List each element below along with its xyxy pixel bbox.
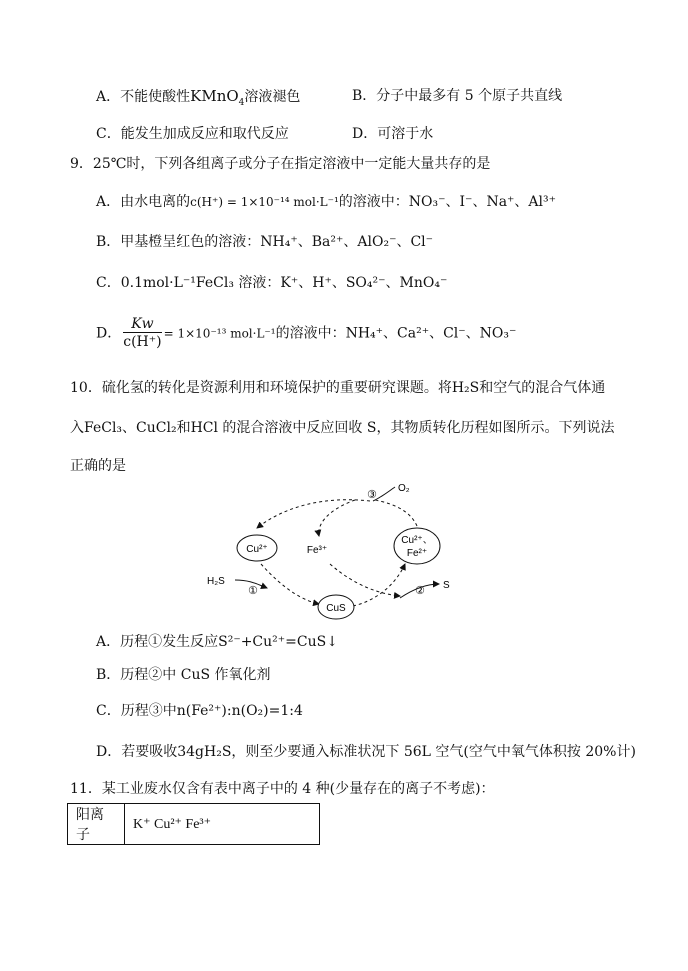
q9-stem: 9．25℃时，下列各组离子或分子在指定溶液中一定能大量共存的是 bbox=[70, 156, 491, 172]
label-cus: CuS bbox=[326, 603, 346, 614]
q11-table-value: K⁺ Cu²⁺ Fe³⁺ bbox=[125, 804, 320, 845]
q10-option-c: C．历程③中n(Fe²⁺):n(O₂)=1:4 bbox=[96, 703, 303, 719]
label-o2: O₂ bbox=[398, 483, 410, 494]
q8-option-b: B．分子中最多有 5 个原子共直线 bbox=[352, 88, 563, 104]
q8-option-a-suffix: 溶液褪色 bbox=[244, 89, 301, 105]
q8-option-d: D．可溶于水 bbox=[352, 126, 434, 142]
label-cu-fe-bottom: Fe²⁺ bbox=[406, 548, 428, 559]
q10-stem-line2: 入FeCl₃、CuCl₂和HCl 的混合溶液中反应回收 S，其物质转化历程如图所示。下列说法 bbox=[70, 420, 615, 436]
q9-option-d-condition: = 1×10⁻¹³ mol·L⁻¹ bbox=[163, 326, 276, 341]
q8-option-a bbox=[96, 86, 300, 107]
table-row bbox=[68, 804, 320, 845]
q10-option-b: B．历程②中 CuS 作氧化剂 bbox=[96, 667, 271, 683]
q9-option-d-fraction bbox=[123, 316, 161, 351]
q9-option-b: B．甲基橙呈红色的溶液：NH₄⁺、Ba²⁺、AlO₂⁻、Cl⁻ bbox=[96, 234, 434, 250]
q9-option-d-denominator: c(H⁺) bbox=[123, 334, 162, 350]
q10-option-d: D．若要吸收34gH₂S，则至少要通入标准状况下 56L 空气(空气中氧气体积按 20%计) bbox=[96, 744, 636, 760]
label-step3: ③ bbox=[367, 489, 377, 501]
label-cu-fe-top: Cu²⁺、 bbox=[401, 535, 433, 546]
q9-option-d-numerator: Kw bbox=[123, 316, 161, 333]
q9-option-a-prefix: A．由水电离的 bbox=[96, 194, 191, 210]
q11-table-header: 阳离子 bbox=[68, 804, 125, 845]
q9-option-c: C．0.1mol·L⁻¹FeCl₃ 溶液：K⁺、H⁺、SO₄²⁻、MnO₄⁻ bbox=[96, 275, 448, 291]
q11-ion-table bbox=[67, 803, 320, 845]
q10-cycle-diagram bbox=[195, 476, 475, 626]
q9-option-d bbox=[96, 316, 516, 351]
q9-option-a bbox=[96, 192, 556, 212]
q11-stem: 11．某工业废水仅含有表中离子中的 4 种(少量存在的离子不考虑)： bbox=[70, 781, 495, 797]
q10-stem-line1: 10．硫化氢的转化是资源利用和环境保护的重要研究课题。将H₂S和空气的混合气体通 bbox=[70, 380, 606, 396]
q9-option-d-suffix: 的溶液中：NH₄⁺、Ca²⁺、Cl⁻、NO₃⁻ bbox=[275, 325, 517, 342]
q8-option-c: C．能发生加成反应和取代反应 bbox=[96, 126, 289, 142]
label-fe3: Fe³⁺ bbox=[306, 545, 328, 556]
q8-option-a-subscript: 4 bbox=[238, 97, 245, 108]
label-s: S bbox=[443, 580, 450, 591]
label-step1: ① bbox=[248, 585, 258, 597]
arrow-fe3-to-step2 bbox=[330, 564, 400, 596]
label-cu2: Cu²⁺ bbox=[246, 544, 268, 555]
q10-option-a: A．历程①发生反应S²⁻+Cu²⁺=CuS↓ bbox=[96, 634, 338, 650]
label-h2s: H₂S bbox=[207, 576, 225, 587]
arrow-cu2-to-cus bbox=[261, 564, 319, 604]
q9-option-a-suffix: 的溶液中：NO₃⁻、I⁻、Na⁺、Al³⁺ bbox=[338, 194, 557, 210]
label-step2: ② bbox=[415, 585, 425, 597]
arrow-o2-to-cu2 bbox=[257, 500, 370, 528]
q9-option-a-condition: c(H⁺) = 1×10⁻¹⁴ mol·L⁻¹ bbox=[190, 195, 339, 209]
arrow-top-to-fe3 bbox=[319, 500, 355, 536]
q9-option-d-prefix: D． bbox=[96, 325, 122, 342]
q8-option-a-text: A．不能使酸性 bbox=[96, 89, 191, 105]
arrow-cufe-to-top bbox=[375, 500, 417, 526]
q10-stem-line3: 正确的是 bbox=[70, 458, 126, 474]
q8-option-a-formula: KMnO bbox=[190, 87, 239, 105]
